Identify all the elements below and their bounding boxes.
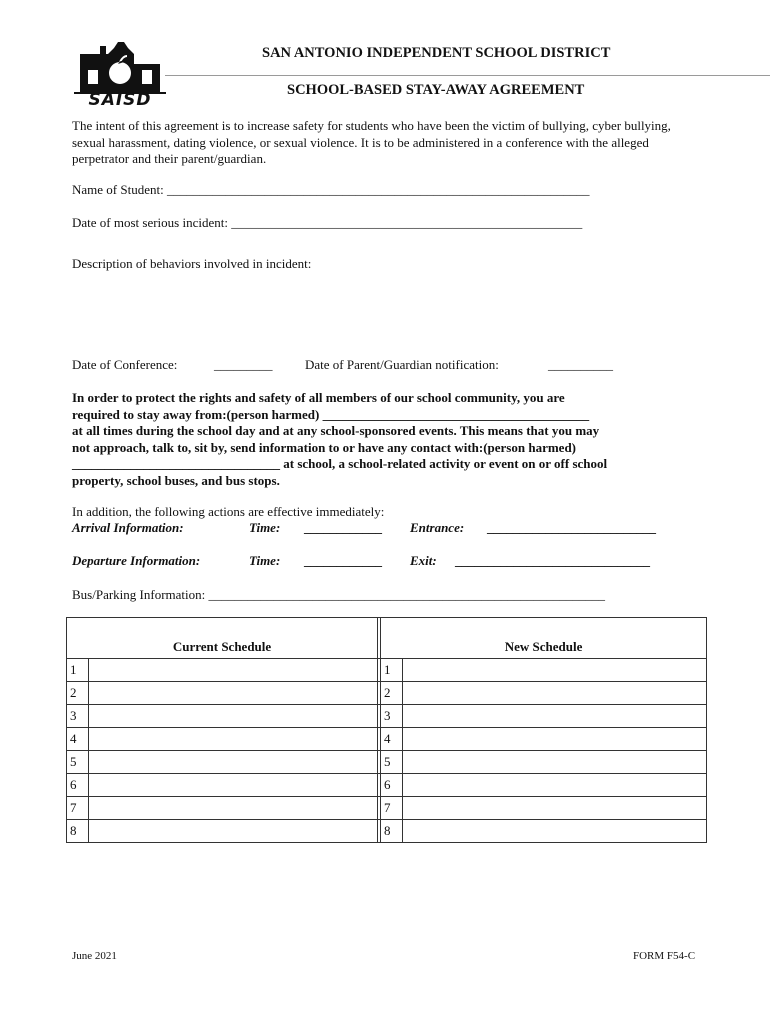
incident-date-field[interactable]: Date of most serious incident: ______________________________________________________ — [72, 215, 583, 230]
table-row — [67, 797, 707, 820]
new-period-number: 5 — [381, 751, 403, 774]
form-title: SCHOOL-BASED STAY-AWAY AGREEMENT — [287, 82, 585, 98]
current-period-cell[interactable] — [89, 751, 378, 774]
new-period-cell[interactable] — [403, 820, 707, 843]
arrival-time-label: Time: — [249, 520, 281, 535]
schedule-table — [66, 617, 707, 843]
intro-paragraph — [72, 118, 671, 168]
exit-field[interactable]: ______________________________ — [455, 553, 650, 568]
district-title: SAN ANTONIO INDEPENDENT SCHOOL DISTRICT — [262, 45, 611, 61]
bus-parking-field[interactable]: Bus/Parking Information: _____________________________________________________________ — [72, 587, 605, 602]
actions-intro: In addition, the following actions are effective immediately: — [72, 504, 385, 519]
notification-date-field[interactable]: __________ — [548, 357, 613, 372]
current-period-number: 8 — [67, 820, 89, 843]
table-row — [67, 682, 707, 705]
current-period-number: 2 — [67, 682, 89, 705]
new-schedule-header: New Schedule — [381, 618, 707, 659]
table-row — [67, 659, 707, 682]
new-period-cell[interactable] — [403, 682, 707, 705]
current-period-cell[interactable] — [89, 728, 378, 751]
new-period-number: 7 — [381, 797, 403, 820]
departure-time-label: Time: — [249, 553, 281, 568]
new-period-cell[interactable] — [403, 774, 707, 797]
new-period-cell[interactable] — [403, 705, 707, 728]
table-row — [67, 728, 707, 751]
current-period-number: 4 — [67, 728, 89, 751]
new-period-cell[interactable] — [403, 797, 707, 820]
saisd-logo — [74, 40, 166, 110]
current-period-cell[interactable] — [89, 820, 378, 843]
conference-date-field[interactable]: _________ — [214, 357, 273, 372]
notification-label: Date of Parent/Guardian notification: — [305, 357, 499, 372]
new-period-number: 8 — [381, 820, 403, 843]
current-period-cell[interactable] — [89, 659, 378, 682]
footer-date: June 2021 — [72, 950, 117, 962]
header-divider — [165, 75, 770, 76]
new-period-number: 3 — [381, 705, 403, 728]
agreement-paragraph — [72, 390, 607, 489]
footer-form-number: FORM F54-C — [633, 950, 696, 962]
new-period-cell[interactable] — [403, 728, 707, 751]
schedule-header-row — [67, 618, 707, 659]
table-row — [67, 751, 707, 774]
table-row — [67, 774, 707, 797]
agreement-line: not approach, talk to, sit by, send information to or have any contact with:(person harmed) — [72, 439, 577, 455]
intro-line: The intent of this agreement is to increase safety for students who have been the victim of bullying, cyber bullying, — [72, 118, 671, 133]
agreement-line: In order to protect the rights and safety of all members of our school community, you are — [72, 390, 565, 405]
new-period-number: 4 — [381, 728, 403, 751]
departure-label: Departure Information: — [72, 553, 201, 568]
current-period-cell[interactable] — [89, 774, 378, 797]
table-row — [67, 820, 707, 843]
table-row — [67, 705, 707, 728]
departure-time-field[interactable]: ____________ — [304, 553, 382, 568]
conference-label: Date of Conference: — [72, 357, 178, 372]
agreement-line: property, school buses, and bus stops. — [72, 472, 280, 488]
agreement-line: at all times during the school day and at any school-sponsored events. This means that you may — [72, 423, 600, 438]
arrival-label: Arrival Information: — [72, 520, 184, 535]
agreement-line: ________________________________ at school, a school-related activity or event on or off school — [72, 456, 608, 471]
new-period-number: 2 — [381, 682, 403, 705]
current-period-cell[interactable] — [89, 682, 378, 705]
exit-label: Exit: — [410, 553, 437, 568]
agreement-line: required to stay away from:(person harmed) _________________________________________ — [72, 406, 590, 422]
logo-text: SAISD — [88, 90, 152, 110]
arrival-time-field[interactable]: ____________ — [304, 520, 382, 535]
student-name-field[interactable]: Name of Student: _________________________________________________________________ — [72, 182, 590, 197]
current-period-number: 7 — [67, 797, 89, 820]
new-period-cell[interactable] — [403, 659, 707, 682]
new-period-number: 6 — [381, 774, 403, 797]
current-period-cell[interactable] — [89, 705, 378, 728]
current-period-number: 5 — [67, 751, 89, 774]
current-period-number: 6 — [67, 774, 89, 797]
new-period-cell[interactable] — [403, 751, 707, 774]
intro-line: perpetrator and their parent/guardian. — [72, 151, 267, 166]
current-schedule-header: Current Schedule — [67, 618, 378, 659]
entrance-label: Entrance: — [410, 520, 465, 535]
entrance-field[interactable]: __________________________ — [487, 520, 656, 535]
current-period-number: 1 — [67, 659, 89, 682]
current-period-cell[interactable] — [89, 797, 378, 820]
current-period-number: 3 — [67, 705, 89, 728]
behaviors-label: Description of behaviors involved in incident: — [72, 256, 312, 271]
intro-line: sexual harassment, dating violence, or sexual violence. It is to be administered in a conference with the alleged — [72, 134, 649, 150]
new-period-number: 1 — [381, 659, 403, 682]
